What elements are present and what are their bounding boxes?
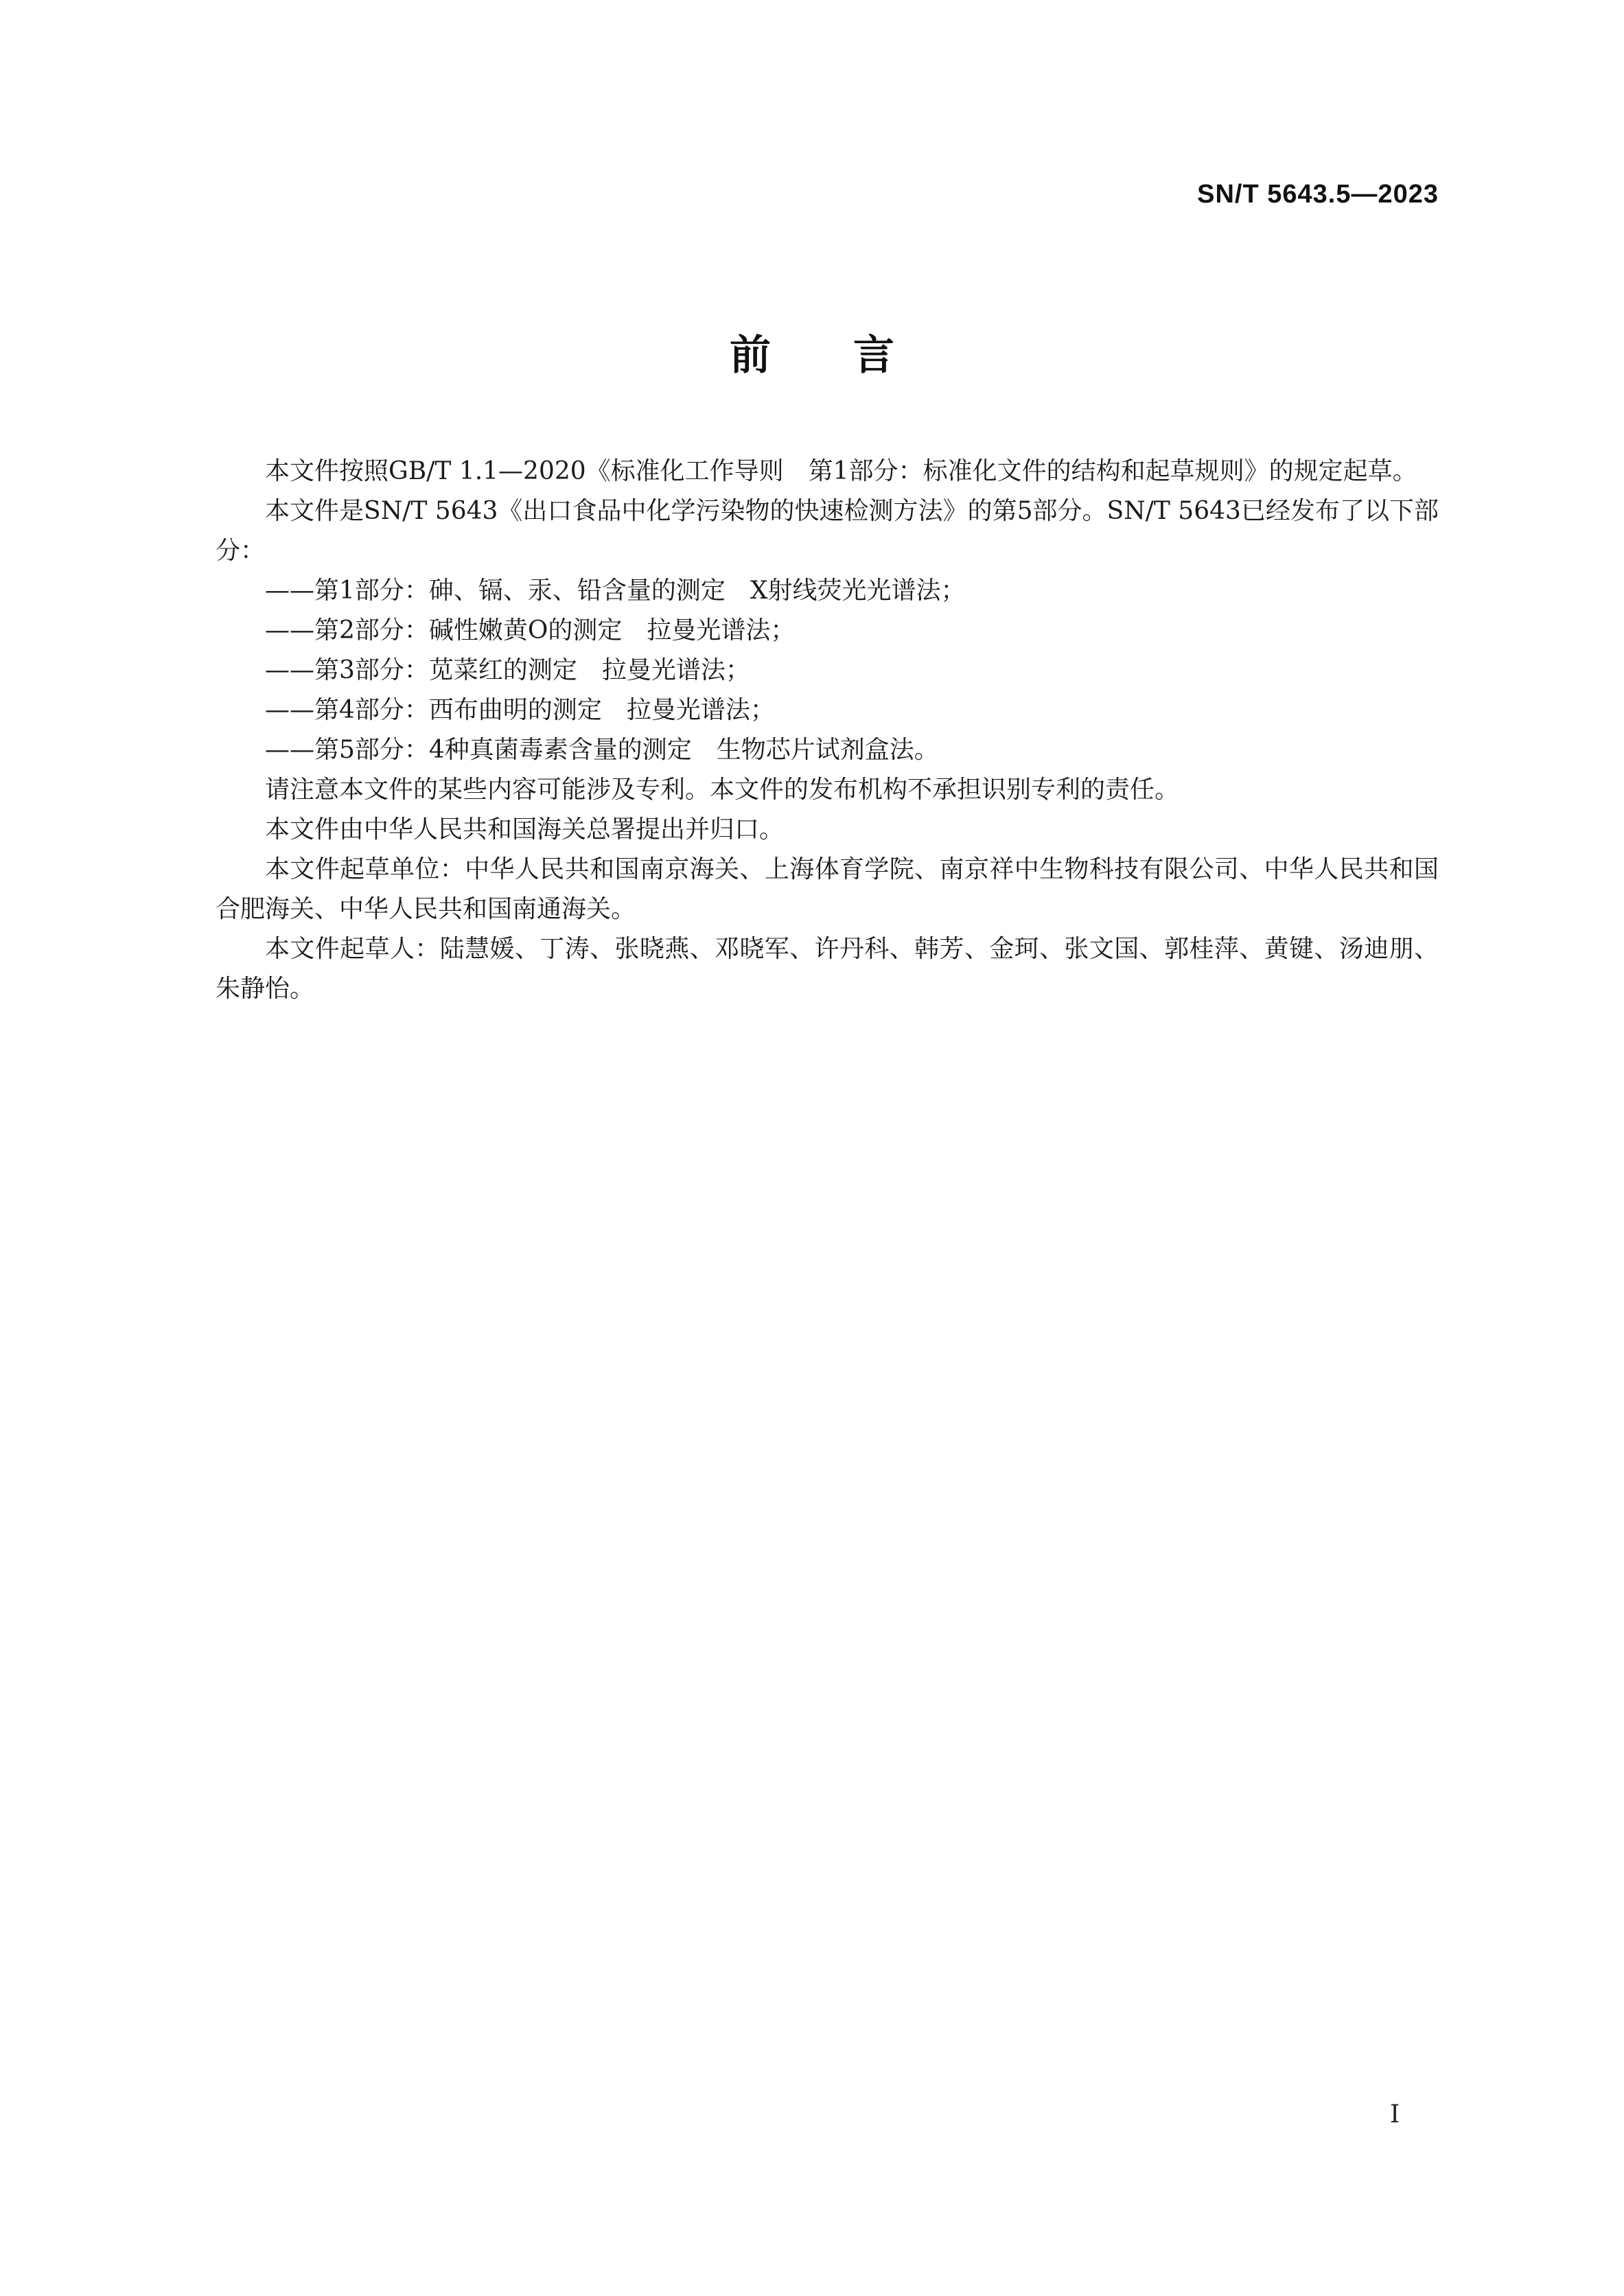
- list-item: ——第2部分：碱性嫩黄O的测定 拉曼光谱法；: [265, 616, 796, 645]
- patent-notice-paragraph: 请注意本文件的某些内容可能涉及专利。本文件的发布机构不承担识别专利的责任。: [265, 776, 1180, 804]
- page-number: Ⅰ: [1390, 2100, 1400, 2129]
- list-item: ——第3部分：苋菜红的测定 拉曼光谱法；: [265, 656, 750, 684]
- proposer-paragraph: 本文件由中华人民共和国海关总署提出并归口。: [265, 815, 785, 844]
- drafting-units-paragraph: 本文件起草单位：中华人民共和国南京海关、上海体育学院、南京祥中生物科技有限公司、中华人民共和国合肥海关、中华人民共和国南通海关。: [216, 855, 1439, 923]
- list-item: ——第1部分：砷、镉、汞、铅含量的测定 X射线荧光光谱法；: [265, 577, 966, 605]
- series-paragraph: 本文件是SN/T 5643《出口食品中化学污染物的快速检测方法》的第5部分。SN/T 5643已经发布了以下部分：: [216, 497, 1439, 565]
- foreword-body: [216, 452, 1439, 1009]
- drafting-rules-paragraph: 本文件按照GB/T 1.1—2020《标准化工作导则 第1部分：标准化文件的结构和起草规则》的规定起草。: [265, 457, 1417, 485]
- page-title: 前言: [730, 332, 977, 380]
- drafters-paragraph: 本文件起草人：陆慧媛、丁涛、张晓燕、邓晓军、许丹科、韩芳、金珂、张文国、郭桂萍、黄键、汤迪朋、朱静怡。: [216, 935, 1439, 1003]
- list-item: ——第5部分：4种真菌毒素含量的测定 生物芯片试剂盒法。: [265, 736, 939, 764]
- standard-code: SN/T 5643.5—2023: [1197, 180, 1439, 209]
- list-item: ——第4部分：西布曲明的测定 拉曼光谱法；: [265, 696, 775, 724]
